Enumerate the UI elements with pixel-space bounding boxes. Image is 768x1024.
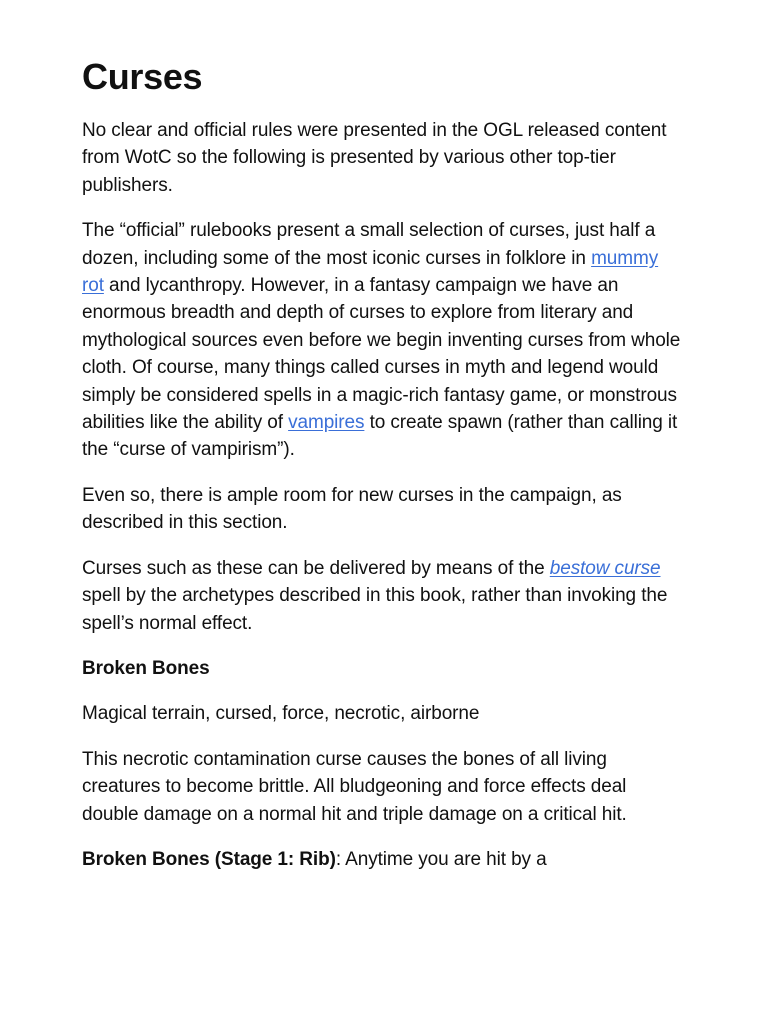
document-page: [82, 56, 682, 891]
mummy-rot-link[interactable]: mummy rot: [82, 247, 659, 297]
vampires-link[interactable]: vampires: [288, 412, 365, 434]
official-rulebooks-paragraph: [82, 217, 682, 464]
official-text-1: The “official” rulebooks present a small selection of curses, just half a dozen, including some of the most iconic curses in folklore in: [82, 220, 656, 269]
stage1-text: : Anytime you are hit by a: [335, 848, 547, 870]
intro-paragraph: No clear and official rules were presented in the OGL released content from WotC so the following is presented by various other top-tier publishers.: [82, 120, 667, 196]
stage1-label: Broken Bones (Stage 1: Rib): [82, 848, 336, 870]
stage1-paragraph: [82, 846, 682, 873]
broken-bones-heading: Broken Bones: [82, 657, 210, 679]
delivery-paragraph: [82, 555, 682, 637]
even-so-paragraph: Even so, there is ample room for new curses in the campaign, as described in this section.: [82, 484, 622, 534]
delivery-text-2: spell by the archetypes described in this book, rather than invoking the spell’s normal effect.: [82, 585, 668, 634]
broken-bones-description: This necrotic contamination curse causes the bones of all living creatures to become brittle. All bludgeoning and force effects deal double damage on a normal hit and triple damage on a critical hit.: [82, 748, 627, 825]
broken-bones-tags: Magical terrain, cursed, force, necrotic, airborne: [82, 703, 480, 725]
official-text-2: and lycanthropy. However, in a fantasy campaign we have an enormous breadth and depth of curses to explore from literary and mythological sources even before we begin inventing curses from whole cloth. Of course, many things called curses in myth and legend would simply be considered spells in a magic-rich fantasy game, or monstrous abilities like the ability of: [82, 275, 681, 434]
page-title: Curses: [82, 56, 203, 97]
official-text-3: to create spawn (rather than calling it the “curse of vampirism”).: [82, 412, 678, 461]
delivery-text-1: Curses such as these can be delivered by means of the: [82, 557, 550, 579]
bestow-curse-link[interactable]: bestow curse: [549, 557, 661, 579]
